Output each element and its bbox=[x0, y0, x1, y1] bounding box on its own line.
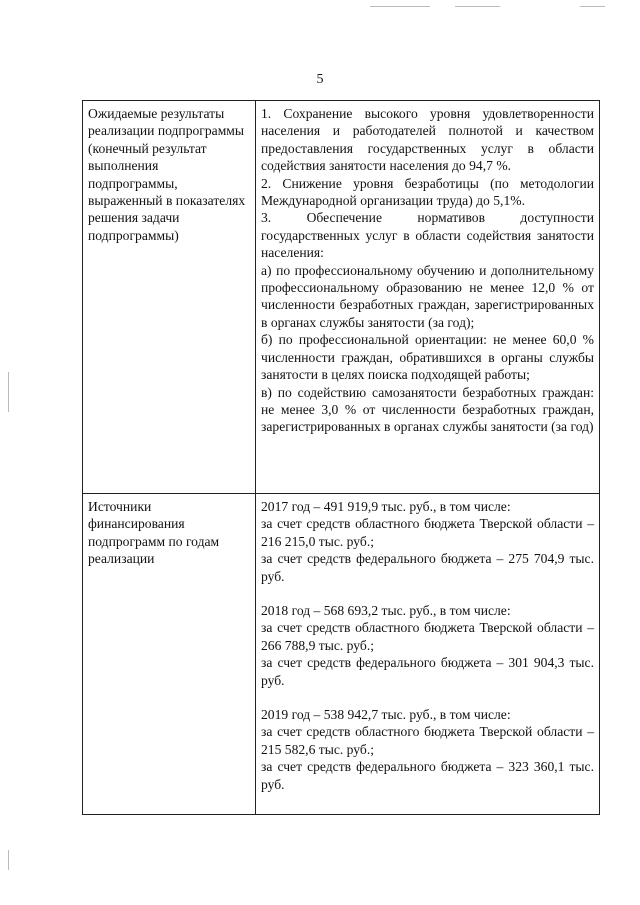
funding-regional: за счет средств областного бюджета Тверской области – 215 582,6 тыс. руб.; bbox=[261, 724, 594, 757]
result-item: 3. Обеспечение нормативов доступности государственных услуг в области содействия занятости населения: bbox=[261, 210, 594, 261]
funding-total: 2017 год – 491 919,9 тыс. руб., в том числе: bbox=[261, 499, 511, 514]
funding-federal: за счет средств федерального бюджета – 323 360,1 тыс. руб. bbox=[261, 759, 594, 792]
funding-total: 2018 год – 568 693,2 тыс. руб., в том числе: bbox=[261, 603, 511, 619]
funding-total: 2019 год – 538 942,7 тыс. руб., в том числе: bbox=[261, 707, 511, 723]
expected-results-label: Ожидаемые результаты реализации подпрограммы (конечный результат выполнения подпрограммы, выраженный в показателях решения задачи подпрограммы) bbox=[83, 101, 256, 494]
expected-results-content bbox=[256, 101, 600, 494]
result-item: 1. Сохранение высокого уровня удовлетворенности населения и работодателей полнотой и качеством предоставления государственных услуг в области содействия занятости населения до 94,7 %. bbox=[261, 106, 594, 174]
scan-artifact-left bbox=[8, 850, 9, 870]
funding-sources-content bbox=[256, 494, 600, 815]
scan-artifact-top bbox=[455, 6, 500, 7]
result-item: а) по профессиональному обучению и дополнительному профессиональному образованию не менее 12,0 % от численности безработных граждан, зарегистрированных в органах службы занятости (за год); bbox=[261, 262, 594, 330]
funding-regional: за счет средств областного бюджета Тверской области – 216 215,0 тыс. руб.; bbox=[261, 516, 594, 549]
funding-year-block bbox=[261, 602, 594, 689]
table-row bbox=[83, 101, 600, 494]
funding-regional: за счет средств областного бюджета Тверской области – 266 788,9 тыс. руб.; bbox=[261, 620, 594, 653]
result-item: б) по профессиональной ориентации: не менее 60,0 % численности граждан, обратившихся в органы службы занятости в целях поиска подходящей работы; bbox=[261, 332, 594, 383]
scan-artifact-top bbox=[580, 6, 605, 7]
funding-sources-label: Источники финансирования подпрограмм по годам реализации bbox=[83, 494, 256, 815]
table-row bbox=[83, 494, 600, 815]
funding-year-block bbox=[261, 498, 594, 585]
scan-artifact-top bbox=[370, 6, 430, 7]
page-number: 5 bbox=[316, 72, 324, 87]
funding-year-block bbox=[261, 706, 594, 793]
funding-federal: за счет средств федерального бюджета – 275 704,9 тыс. руб. bbox=[261, 551, 594, 584]
funding-federal: за счет средств федерального бюджета – 301 904,3 тыс. руб. bbox=[261, 655, 594, 688]
result-item: 2. Снижение уровня безработицы (по методологии Международной организации труда) до 5,1%. bbox=[261, 175, 594, 209]
subprogram-table bbox=[82, 100, 600, 815]
scan-artifact-left bbox=[8, 372, 9, 412]
result-item: в) по содействию самозанятости безработных граждан: не менее 3,0 % от численности безработных граждан, зарегистрированных в органах службы занятости (за год) bbox=[261, 384, 594, 435]
